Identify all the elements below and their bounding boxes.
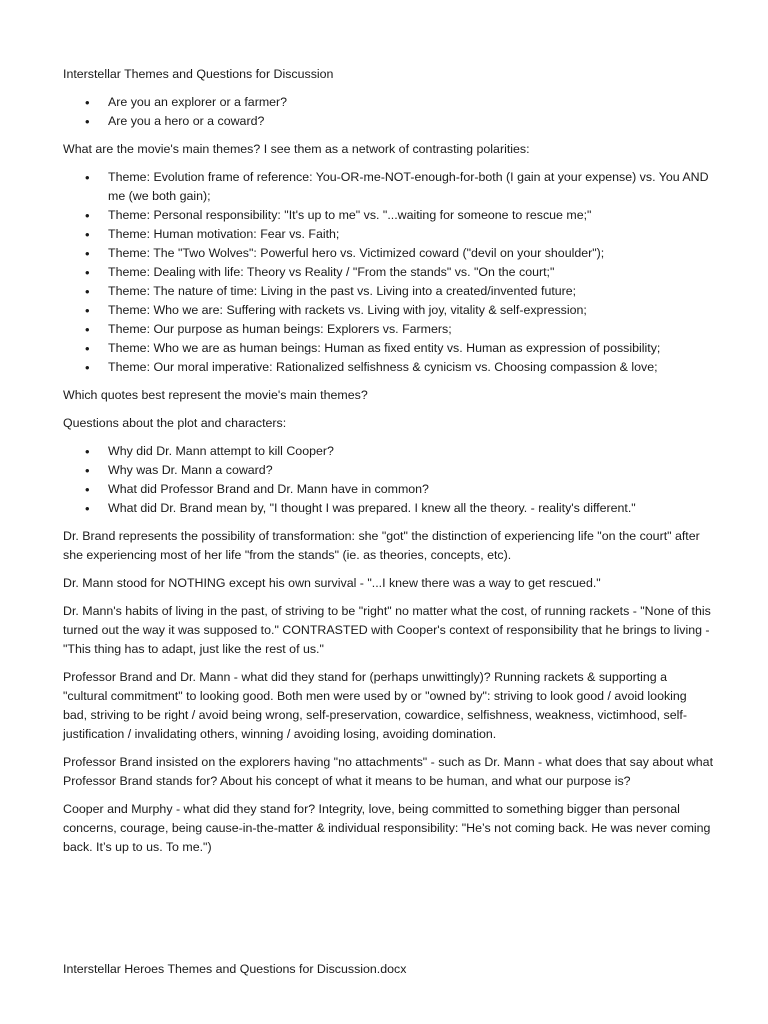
list-item: • Why did Dr. Mann attempt to kill Cooper? xyxy=(63,442,713,461)
paragraph-professor-brand-dr-mann: Professor Brand and Dr. Mann - what did they stand for (perhaps unwittingly)? Running rackets & supporting a "cultural commitment" to looking good. Both men were used by or "owned by": striving to look good / avoid looking bad, striving to be right / avoid being wrong, self-preservation, cowardice, selfishness, weakness, victimhood, self-justification / invalidating others, winning / avoiding losing, avoiding domination. xyxy=(63,670,687,741)
opening-questions-list xyxy=(63,93,713,131)
list-item: • Theme: Who we are: Suffering with rackets vs. Living with joy, vitality & self-expression; xyxy=(63,301,713,320)
list-item: • Theme: Dealing with life: Theory vs Reality / "From the stands" vs. "On the court;" xyxy=(63,263,713,282)
paragraph-cooper-murphy: Cooper and Murphy - what did they stand for? Integrity, love, being committed to something bigger than personal concerns, courage, being cause-in-the-matter & individual responsibility: "He’s not coming back. He was never coming back. It’s up to us. To me.") xyxy=(63,802,711,854)
list-item: • What did Dr. Brand mean by, "I thought I was prepared. I knew all the theory. - reality's different." xyxy=(63,499,713,518)
list-item: • Theme: Personal responsibility: "It's up to me" vs. "...waiting for someone to rescue me;" xyxy=(63,206,713,225)
document-page xyxy=(63,65,713,866)
list-item: • Theme: Our moral imperative: Rationalized selfishness & cynicism vs. Choosing compassion & love; xyxy=(63,358,713,377)
plot-questions-list xyxy=(63,442,713,518)
paragraph-dr-mann-survival: Dr. Mann stood for NOTHING except his own survival - "...I knew there was a way to get rescued." xyxy=(63,576,601,590)
list-item: • What did Professor Brand and Dr. Mann have in common? xyxy=(63,480,713,499)
list-item: • Why was Dr. Mann a coward? xyxy=(63,461,713,480)
document-footer: Interstellar Heroes Themes and Questions for Discussion.docx xyxy=(63,962,407,976)
list-item: • Theme: Our purpose as human beings: Explorers vs. Farmers; xyxy=(63,320,713,339)
list-item: • Theme: Human motivation: Fear vs. Faith; xyxy=(63,225,713,244)
paragraph-dr-brand: Dr. Brand represents the possibility of transformation: she "got" the distinction of experiencing life "on the court" after she experiencing most of her life "from the stands" (ie. as theories, concepts, etc). xyxy=(63,529,700,562)
themes-list xyxy=(63,168,713,377)
quotes-question: Which quotes best represent the movie's main themes? xyxy=(63,388,368,402)
paragraph-no-attachments: Professor Brand insisted on the explorers having "no attachments" - such as Dr. Mann - what does that say about what Professor Brand stands for? About his concept of what it means to be human, and what our purpose is? xyxy=(63,755,714,788)
themes-intro: What are the movie's main themes? I see them as a network of contrasting polarities: xyxy=(63,142,530,156)
list-item: • Theme: The nature of time: Living in the past vs. Living into a created/invented future; xyxy=(63,282,713,301)
list-item: • Theme: Who we are as human beings: Human as fixed entity vs. Human as expression of possibility; xyxy=(63,339,713,358)
document-title: Interstellar Themes and Questions for Discussion xyxy=(63,67,334,81)
plot-intro: Questions about the plot and characters: xyxy=(63,416,287,430)
list-item: • Theme: Evolution frame of reference: You-OR-me-NOT-enough-for-both (I gain at your expense) vs. You AND me (we both gain); xyxy=(63,168,713,206)
list-item: • Theme: The "Two Wolves": Powerful hero vs. Victimized coward ("devil on your shoulder"); xyxy=(63,244,713,263)
list-item: • Are you an explorer or a farmer? xyxy=(63,93,713,112)
paragraph-dr-mann-habits: Dr. Mann's habits of living in the past, of striving to be "right" no matter what the cost, of running rackets - "None of this turned out the way it was supposed to." CONTRASTED with Cooper's context of responsibility that he brings to living - "This thing has to adapt, just like the rest of us." xyxy=(63,604,711,656)
list-item: • Are you a hero or a coward? xyxy=(63,112,713,131)
